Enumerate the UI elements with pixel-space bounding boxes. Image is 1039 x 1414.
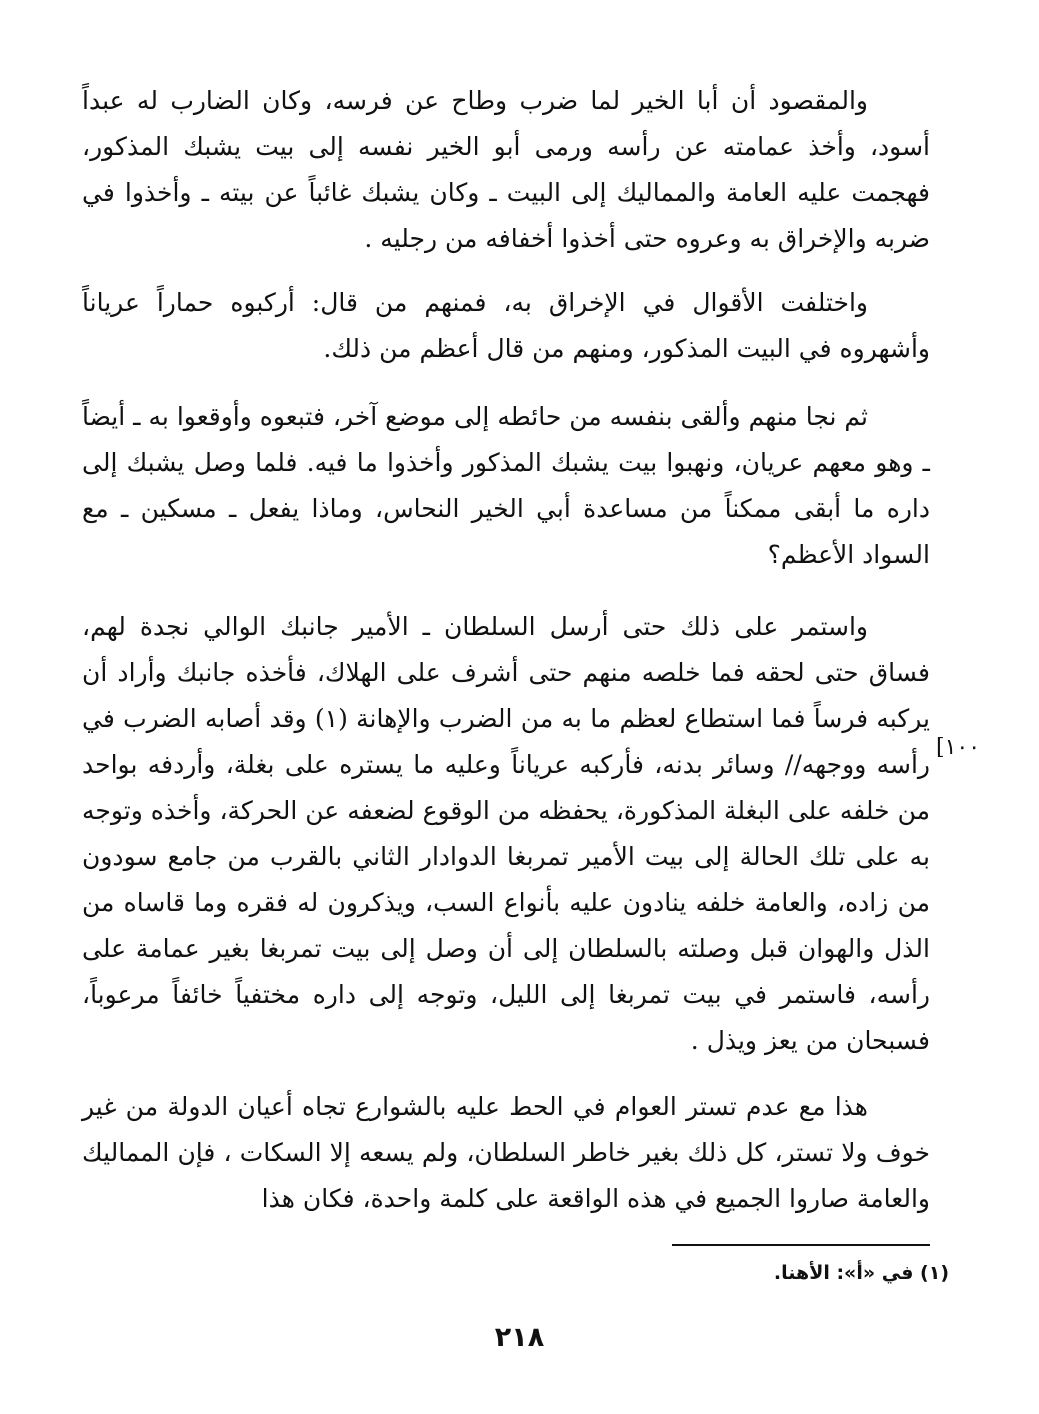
paragraph-5: هذا مع عدم تستر العوام في الحط عليه بالشوارع تجاه أعيان الدولة من غير خوف ولا تستر، كل ذلك بغير خاطر السلطان، ولم يسعه إلا السكات ، فإن المماليك والعامة صاروا الجميع في هذه الواقعة على كلمة واحدة، فكان هذا xyxy=(82,1092,930,1213)
manuscript-folio-marker: [١٠٠ xyxy=(936,735,981,760)
paragraph-4: واستمر على ذلك حتى أرسل السلطان ـ الأمير جانبك الوالي نجدة لهم، فساق حتى لحقه فما خلصه منهم حتى أشرف على الهلاك، فأخذه جانبك وأراد أن يركبه فرساً فما استطاع لعظم ما به من الضرب والإهانة (١) وقد أصابه الضرب في رأسه ووجهه// وسائر بدنه، فأركبه عرياناً وعليه ما يستره على بغلة، وأردفه بواحد من خلفه على البغلة المذكورة، يحفظه من الوقوع لضعفه عن الحركة، وأخذه وتوجه به على تلك الحالة إلى بيت الأمير تمربغا الدوادار الثاني بالقرب من جامع سودون من زاده، والعامة خلفه ينادون عليه بأنواع السب، ويذكرون له فقره وما قاساه من الذل والهوان قبل وصلته بالسلطان إلى أن وصل إلى بيت تمربغا بغير عمامة على رأسه، فاستمر في بيت تمربغا إلى الليل، وتوجه إلى داره مختفياً خائفاً مرعوباً، فسبحان من يعز ويذل . xyxy=(82,612,930,1055)
footnote-divider xyxy=(672,1244,930,1246)
main-text xyxy=(82,78,930,1222)
paragraph-3: ثم نجا منهم وألقى بنفسه من حائطه إلى موضع آخر، فتبعوه وأوقعوا به ـ أيضاً ـ وهو معهم عريان، ونهبوا بيت يشبك المذكور وأخذوا ما فيه. فلما وصل يشبك إلى داره ما أبقى ممكناً من مساعدة أبي الخير النحاس، وماذا يفعل ـ مسكين ـ مع السواد الأعظم؟ xyxy=(82,402,930,569)
footnote: (١) في «أ»: الأهنا. xyxy=(773,1262,949,1284)
paragraph-2: واختلفت الأقوال في الإخراق به، فمنهم من قال: أركبوه حماراً عرياناً وأشهروه في البيت المذكور، ومنهم من قال أعظم من ذلك. xyxy=(82,288,930,363)
paragraph-1: والمقصود أن أبا الخير لما ضرب وطاح عن فرسه، وكان الضارب له عبداً أسود، وأخذ عمامته عن رأسه ورمى أبو الخير نفسه إلى بيت يشبك المذكور، فهجمت عليه العامة والمماليك إلى البيت ـ وكان يشبك غائباً عن بيته ـ وأخذوا في ضربه والإخراق به وعروه حتى أخذوا أخفافه من رجليه . xyxy=(82,86,930,253)
page-number: ٢١٨ xyxy=(494,1322,545,1353)
